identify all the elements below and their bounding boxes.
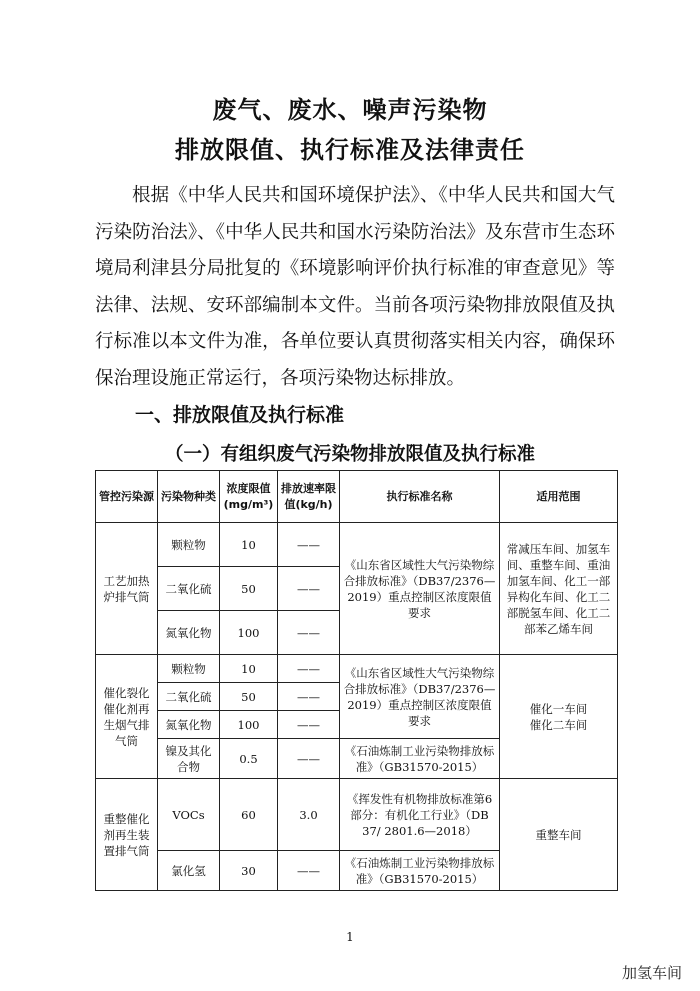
subsection-heading: （一）有组织废气污染物排放限值及执行标准 bbox=[164, 444, 535, 465]
emission-limits-table bbox=[95, 470, 618, 891]
header-pollutant: 污染物种类 bbox=[158, 471, 220, 523]
header-concentration: 浓度限值(mg/m³) bbox=[220, 471, 278, 523]
table-row bbox=[96, 655, 618, 683]
rate-cell: —— bbox=[278, 683, 340, 711]
rate-cell: —— bbox=[278, 739, 340, 779]
scope-cell: 催化一车间 催化二车间 bbox=[500, 655, 618, 779]
scope-cell: 常减压车间、加氢车间、重整车间、重油加氢车间、化工一部异构化车间、化工二部脱氢车间、化工二部苯乙烯车间 bbox=[500, 523, 618, 655]
table-row bbox=[96, 779, 618, 851]
rate-cell: —— bbox=[278, 851, 340, 891]
standard-cell: 《石油炼制工业污染物排放标准》（GB31570-2015） bbox=[340, 739, 500, 779]
rate-cell: —— bbox=[278, 611, 340, 655]
standard-cell: 《山东省区域性大气污染物综合排放标准》（DB37/2376—2019）重点控制区浓度限值要求 bbox=[340, 523, 500, 655]
pollutant-cell: 氮氧化物 bbox=[158, 611, 220, 655]
rate-cell: —— bbox=[278, 711, 340, 739]
header-rate: 排放速率限值(kg/h) bbox=[278, 471, 340, 523]
section-heading: 一、排放限值及执行标准 bbox=[135, 404, 345, 426]
pollutant-cell: 二氧化硫 bbox=[158, 683, 220, 711]
source-cell: 催化裂化催化剂再生烟气排气筒 bbox=[96, 655, 158, 779]
rate-cell: 3.0 bbox=[278, 779, 340, 851]
rate-cell: —— bbox=[278, 523, 340, 567]
pollutant-cell: 氯化氢 bbox=[158, 851, 220, 891]
concentration-cell: 10 bbox=[220, 523, 278, 567]
rate-cell: —— bbox=[278, 655, 340, 683]
source-cell: 重整催化剂再生装置排气筒 bbox=[96, 779, 158, 891]
scope-cell: 重整车间 bbox=[500, 779, 618, 891]
concentration-cell: 100 bbox=[220, 711, 278, 739]
standard-cell: 《石油炼制工业污染物排放标准》（GB31570-2015） bbox=[340, 851, 500, 891]
pollutant-cell: 颗粒物 bbox=[158, 523, 220, 567]
rate-cell: —— bbox=[278, 567, 340, 611]
standard-cell: 《挥发性有机物排放标准第6部分：有机化工行业》（DB 37/ 2801.6—2018） bbox=[340, 779, 500, 851]
source-cell: 工艺加热炉排气筒 bbox=[96, 523, 158, 655]
standard-cell: 《山东省区域性大气污染物综合排放标准》（DB37/2376—2019）重点控制区浓度限值要求 bbox=[340, 655, 500, 739]
header-standard: 执行标准名称 bbox=[340, 471, 500, 523]
title-line-1: 废气、废水、噪声污染物 bbox=[212, 96, 488, 124]
header-scope: 适用范围 bbox=[500, 471, 618, 523]
pollutant-cell: 二氧化硫 bbox=[158, 567, 220, 611]
intro-paragraph: 根据《中华人民共和国环境保护法》、《中华人民共和国大气污染防治法》、《中华人民共和国水污染防治法》及东营市生态环境局利津县分局批复的《环境影响评价执行标准的审查意见》等法律、法规、安环部编制本文件。当前各项污染物排放限值及执行标准以本文件为准，各单位要认真贯彻落实相关内容，确保环保治理设施正常运行，各项污染物达标排放。 bbox=[95, 185, 615, 389]
pollutant-cell: 颗粒物 bbox=[158, 655, 220, 683]
pollutant-cell: 氮氧化物 bbox=[158, 711, 220, 739]
pollutant-cell: 镍及其化合物 bbox=[158, 739, 220, 779]
concentration-cell: 50 bbox=[220, 567, 278, 611]
concentration-cell: 60 bbox=[220, 779, 278, 851]
concentration-cell: 50 bbox=[220, 683, 278, 711]
pollutant-cell: VOCs bbox=[158, 779, 220, 851]
watermark-label: 加氢车间 bbox=[621, 964, 682, 982]
table-header-row bbox=[96, 471, 618, 523]
header-source: 管控污染源 bbox=[96, 471, 158, 523]
title-line-2: 排放限值、执行标准及法律责任 bbox=[175, 136, 525, 164]
page-number: 1 bbox=[346, 930, 354, 944]
table-row bbox=[96, 523, 618, 567]
concentration-cell: 0.5 bbox=[220, 739, 278, 779]
concentration-cell: 30 bbox=[220, 851, 278, 891]
concentration-cell: 100 bbox=[220, 611, 278, 655]
concentration-cell: 10 bbox=[220, 655, 278, 683]
